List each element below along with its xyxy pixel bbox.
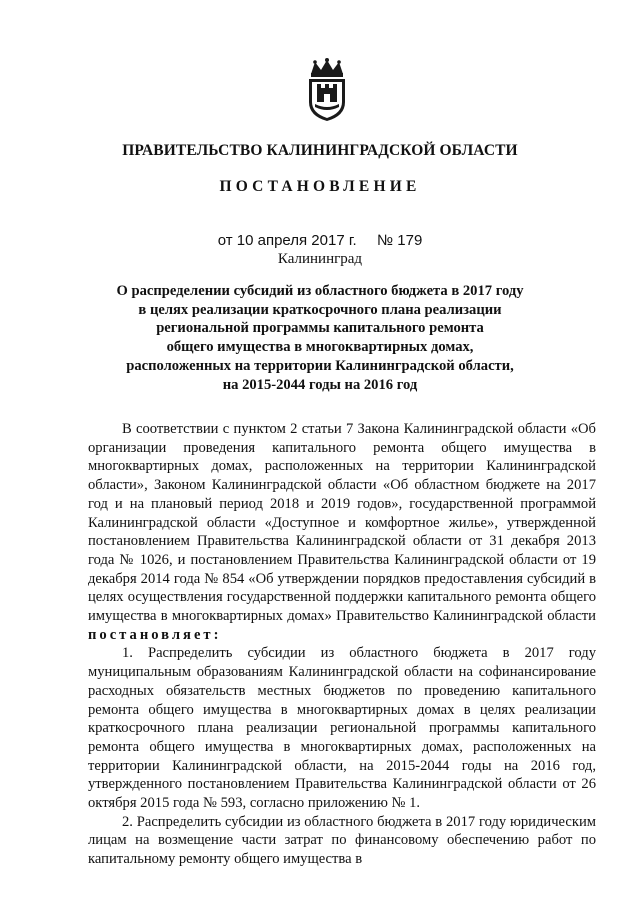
document-body <box>88 420 596 869</box>
subject-line: О распределении субсидий из областного бюджета в 2017 году <box>116 283 524 299</box>
document-number: 179 <box>397 232 423 249</box>
subject-line: на 2015-2044 годы на 2016 год <box>222 376 418 393</box>
subject-line: общего имущества в многоквартирных домах, <box>166 339 474 356</box>
government-name: ПРАВИТЕЛЬСТВО КАЛИНИНГРАДСКОЙ ОБЛАСТИ <box>122 142 518 159</box>
item-1-paragraph: 1. Распределить субсидии из областного бюджета в 2017 году муниципальным образованиям Калининградской области на софинансирование расходных обязательств местных бюджетов по проведению капитального ремонта общего имущества в многоквартирных домах в целях реализации краткосрочного плана реализации региональной программы капитального ремонта общего имущества в многоквартирных домах, расположенных на территории Калининградской области, на 2015-2044 годы на 2016 год, утвержденного постановлением Правительства Калининградской области от 26 октября 2015 года № 593, согласно приложению № 1. <box>88 645 596 812</box>
city: Калининград <box>277 251 363 267</box>
subject-line: в целях реализации краткосрочного плана реализации <box>138 301 502 318</box>
decree-word: постановляет: <box>88 626 222 643</box>
subject-line: расположенных на территории Калининградской области, <box>126 357 514 374</box>
item-2-paragraph: 2. Распределить субсидии из областного бюджета в 2017 году юридическим лицам на возмещение части затрат по финансовому обеспечению работ по капитальному ремонту общего имущества в <box>88 813 596 868</box>
preamble-paragraph <box>88 420 596 644</box>
document-date: 10 апреля 2017 г. <box>236 232 357 249</box>
document-subject <box>0 282 640 394</box>
kaliningrad-coat-of-arms-icon <box>303 58 351 122</box>
subject-line: региональной программы капитального ремонта <box>156 320 484 337</box>
date-line <box>0 232 640 249</box>
number-label: № <box>377 232 394 249</box>
preamble-text: В соответствии с пунктом 2 статьи 7 Закона Калининградской области «Об организации проведения капитального ремонта общего имущества в многоквартирных домах, расположенных на территории Калининградской области», Законом Калининградской области «Об областном бюджете на 2017 год и на плановый период 2018 и 2019 годов», государственной программой Калининградской области «Доступное и комфортное жилье», утвержденной постановлением Правительства Калининградской области от 31 декабря 2013 года № 1026, и постановлением Правительства Калининградской области от 19 декабря 2014 года № 854 «Об утверждении порядков предоставления субсидий в целях осуществления государственной поддержки капитального ремонта общего имущества в многоквартирных домах» Правительство Калининградской области <box>88 421 596 625</box>
document-type: ПОСТАНОВЛЕНИЕ <box>219 178 421 195</box>
date-prefix: от <box>217 232 233 249</box>
